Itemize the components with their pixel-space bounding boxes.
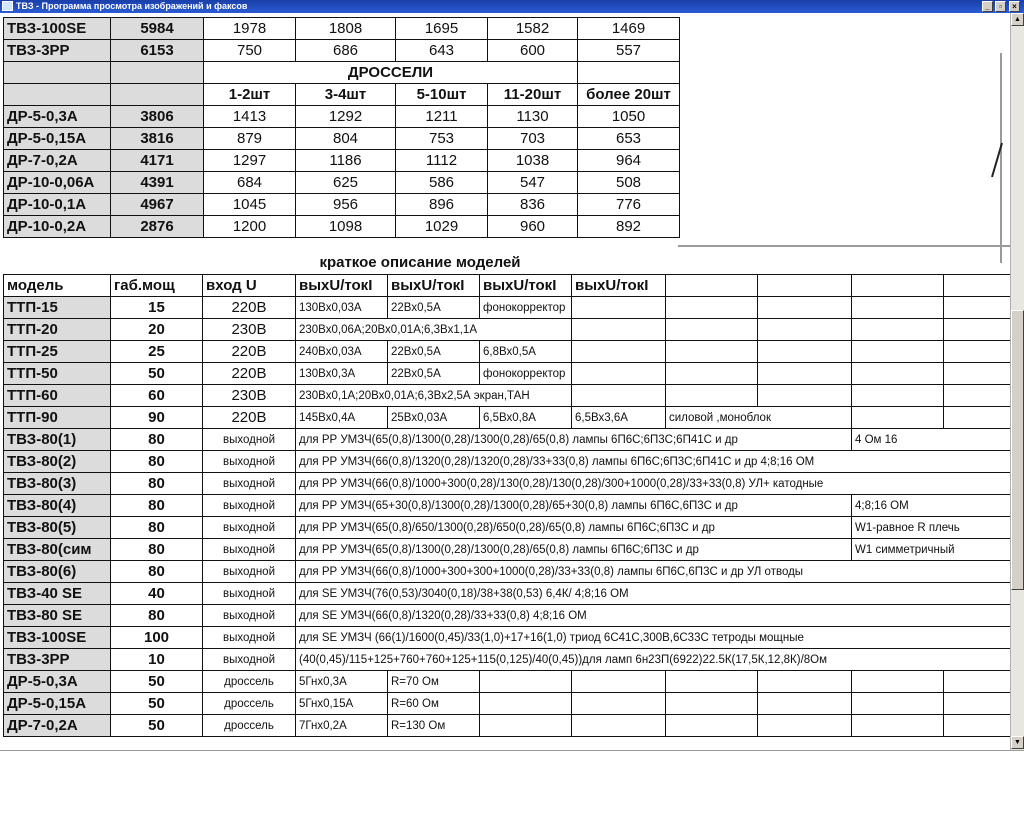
empty-cell (852, 671, 944, 693)
power-cell: 80 (111, 451, 203, 473)
model-cell: ТВЗ-80(5) (4, 517, 111, 539)
scroll-up-button[interactable]: ▲ (1011, 13, 1024, 26)
price-cell: 600 (488, 40, 578, 62)
model-cell: ТВЗ-80(4) (4, 495, 111, 517)
drossel-title: ДРОССЕЛИ (204, 62, 578, 84)
empty-cell (852, 385, 944, 407)
power-cell: 50 (111, 363, 203, 385)
input-cell: 230В (203, 319, 296, 341)
model-cell: ТВЗ-80(сим (4, 539, 111, 561)
note-cell: W1 симметричный (852, 539, 1011, 561)
empty-cell (4, 84, 111, 106)
price-table-body (4, 18, 680, 238)
description-table (3, 274, 1010, 737)
empty-cell (572, 319, 666, 341)
model-cell: ТТП-25 (4, 341, 111, 363)
spec-cell: 6,8Вх0,5А (480, 341, 572, 363)
price-cell: 653 (578, 128, 680, 150)
model-cell: ТТП-20 (4, 319, 111, 341)
empty-cell (852, 407, 944, 429)
inductance-cell: 7Гнх0,2А (296, 715, 388, 737)
price-cell: 4967 (111, 194, 204, 216)
model-cell: ДР-7-0,2А (4, 715, 111, 737)
power-cell: 25 (111, 341, 203, 363)
ttp-row (4, 341, 1011, 363)
tvz-row (4, 583, 1011, 605)
note-cell: W1-равное R плечь (852, 517, 1011, 539)
model-cell: ТТП-15 (4, 297, 111, 319)
price-row (4, 18, 680, 40)
model-cell: ТВЗ-80 SE (4, 605, 111, 627)
spec-cell: 130Вх0,3А (296, 363, 388, 385)
tvz-row (4, 495, 1011, 517)
ttp-row (4, 385, 1011, 407)
model-cell: ТВЗ-80(3) (4, 473, 111, 495)
model-cell: ТТП-50 (4, 363, 111, 385)
input-cell: выходной (203, 561, 296, 583)
input-cell: выходной (203, 451, 296, 473)
power-cell: 90 (111, 407, 203, 429)
empty-cell (666, 275, 758, 297)
tvz-row (4, 649, 1011, 671)
drossel-row (4, 128, 680, 150)
description-cell: для SE УМЗЧ(76(0,53)/3040(0,18)/38+38(0,53) 6,4К/ 4;8;16 ОМ (296, 583, 1011, 605)
description-cell: (40(0,45)/115+125+760+760+125+115(0,125)/40(0,45))для ламп 6н23П(6922)22.5К(17,5К,12,8К)/8Ом (296, 649, 1011, 671)
description-table-body (4, 275, 1011, 737)
empty-cell (572, 341, 666, 363)
price-cell: 892 (578, 216, 680, 238)
scroll-thumb[interactable] (1011, 310, 1024, 590)
price-cell: 896 (396, 194, 488, 216)
empty-cell (944, 715, 1011, 737)
tvz-row (4, 539, 1011, 561)
description-cell: для SE УМЗЧ (66(1)/1600(0,45)/33(1,0)+17+16(1,0) триод 6С41С,300В,6С33С тетроды мощные (296, 627, 1011, 649)
price-row (4, 40, 680, 62)
description-cell: для РР УМЗЧ(66(0,8)/1000+300+300+1000(0,28)/33+33(0,8) лампы 6П6С,6П3С и др УЛ отводы (296, 561, 1011, 583)
price-cell: 1112 (396, 150, 488, 172)
price-cell: 804 (296, 128, 396, 150)
price-cell: 2876 (111, 216, 204, 238)
minimize-button[interactable]: _ (982, 1, 993, 12)
price-cell: 836 (488, 194, 578, 216)
spec-cell: 230Вх0,06А;20Вх0,01А;6,3Вх1,1А (296, 319, 572, 341)
empty-cell (944, 407, 1011, 429)
note-cell: 4;8;16 ОМ (852, 495, 1011, 517)
column-header: модель (4, 275, 111, 297)
empty-cell (480, 671, 572, 693)
description-cell: для РР УМЗЧ(65(0,8)/1300(0,28)/1300(0,28)/65(0,8) лампы 6П6С;6П3С;6П41С и др (296, 429, 852, 451)
power-cell: 80 (111, 495, 203, 517)
price-cell: 750 (204, 40, 296, 62)
price-cell: 3806 (111, 106, 204, 128)
title-bar (0, 0, 1024, 13)
model-cell: ТВЗ-40 SE (4, 583, 111, 605)
price-cell: 1582 (488, 18, 578, 40)
spec-cell: силовой ,моноблок (666, 407, 852, 429)
model-cell: ДР-5-0,15А (4, 693, 111, 715)
drossel-desc-row (4, 715, 1011, 737)
empty-cell (944, 385, 1011, 407)
empty-cell (666, 693, 758, 715)
empty-cell (758, 363, 852, 385)
input-cell: 220В (203, 363, 296, 385)
empty-cell (578, 62, 680, 84)
drossel-title-row (4, 62, 680, 84)
ttp-row (4, 407, 1011, 429)
column-header: выхU/токI (388, 275, 480, 297)
model-cell: ДР-10-0,1А (4, 194, 111, 216)
empty-cell (666, 319, 758, 341)
model-cell: ТВЗ-3РР (4, 40, 111, 62)
description-title: краткое описание моделей (319, 254, 521, 271)
spec-cell: фонокорректор (480, 297, 572, 319)
description-cell: для РР УМЗЧ(65(0,8)/650/1300(0,28)/650(0,28)/65(0,8) лампы 6П6С;6П3С и др (296, 517, 852, 539)
price-cell: 1186 (296, 150, 396, 172)
column-header: выхU/токI (296, 275, 388, 297)
power-cell: 50 (111, 693, 203, 715)
price-cell: 1029 (396, 216, 488, 238)
qty-header: 1-2шт (204, 84, 296, 106)
description-cell: для SE УМЗЧ(66(0,8)/1320(0,28)/33+33(0,8) 4;8;16 ОМ (296, 605, 1011, 627)
price-cell: 643 (396, 40, 488, 62)
tvz-row (4, 627, 1011, 649)
price-cell: 1292 (296, 106, 396, 128)
empty-cell (666, 671, 758, 693)
note-cell: 4 Ом 16 (852, 429, 1011, 451)
ttp-row (4, 319, 1011, 341)
power-cell: 50 (111, 715, 203, 737)
price-cell: 1050 (578, 106, 680, 128)
model-cell: ДР-10-0,06А (4, 172, 111, 194)
qty-header: 11-20шт (488, 84, 578, 106)
model-cell: ДР-7-0,2А (4, 150, 111, 172)
input-cell: выходной (203, 605, 296, 627)
empty-cell (758, 319, 852, 341)
price-cell: 1038 (488, 150, 578, 172)
power-cell: 10 (111, 649, 203, 671)
price-cell: 1045 (204, 194, 296, 216)
close-button[interactable]: × (1009, 1, 1020, 12)
empty-cell (480, 715, 572, 737)
price-cell: 547 (488, 172, 578, 194)
empty-cell (666, 385, 758, 407)
input-cell: выходной (203, 649, 296, 671)
price-cell: 5984 (111, 18, 204, 40)
empty-cell (111, 84, 204, 106)
model-cell: ДР-5-0,3А (4, 106, 111, 128)
model-cell: ДР-5-0,15А (4, 128, 111, 150)
price-cell: 1469 (578, 18, 680, 40)
price-table (3, 17, 680, 238)
empty-cell (572, 671, 666, 693)
empty-cell (572, 385, 666, 407)
column-header: выхU/токI (480, 275, 572, 297)
tvz-row (4, 517, 1011, 539)
model-cell: ТВЗ-100SE (4, 627, 111, 649)
empty-cell (944, 297, 1011, 319)
empty-cell (666, 715, 758, 737)
price-cell: 557 (578, 40, 680, 62)
description-cell: для РР УМЗЧ(66(0,8)/1320(0,28)/1320(0,28)/33+33(0,8) лампы 6П6С;6П3С;6П41С и др 4;8;16 ОМ (296, 451, 1011, 473)
empty-cell (758, 275, 852, 297)
input-cell: дроссель (203, 671, 296, 693)
spec-cell: 22Вх0,5А (388, 341, 480, 363)
price-cell: 703 (488, 128, 578, 150)
input-cell: дроссель (203, 715, 296, 737)
input-cell: 220В (203, 341, 296, 363)
empty-cell (944, 363, 1011, 385)
price-cell: 1695 (396, 18, 488, 40)
drossel-desc-row (4, 671, 1011, 693)
resistance-cell: R=130 Ом (388, 715, 480, 737)
resistance-cell: R=60 Ом (388, 693, 480, 715)
power-cell: 80 (111, 605, 203, 627)
spec-cell: 25Вх0,03А (388, 407, 480, 429)
drossel-desc-row (4, 693, 1011, 715)
price-cell: 4391 (111, 172, 204, 194)
input-cell: выходной (203, 627, 296, 649)
price-cell: 1808 (296, 18, 396, 40)
description-cell: для РР УМЗЧ(66(0,8)/1000+300(0,28)/130(0,28)/130(0,28)/300+1000(0,28)/33+33(0,8) УЛ+ катодные (296, 473, 1011, 495)
spec-cell: 6,5Вх3,6А (572, 407, 666, 429)
input-cell: выходной (203, 495, 296, 517)
column-header: выхU/токI (572, 275, 666, 297)
price-cell: 956 (296, 194, 396, 216)
power-cell: 80 (111, 517, 203, 539)
empty-cell (944, 341, 1011, 363)
price-cell: 1211 (396, 106, 488, 128)
drossel-row (4, 150, 680, 172)
empty-cell (758, 671, 852, 693)
price-cell: 1297 (204, 150, 296, 172)
power-cell: 80 (111, 561, 203, 583)
empty-cell (666, 341, 758, 363)
empty-cell (852, 275, 944, 297)
input-cell: выходной (203, 473, 296, 495)
empty-cell (4, 62, 111, 84)
input-cell: выходной (203, 583, 296, 605)
model-cell: ТВЗ-80(1) (4, 429, 111, 451)
input-cell: 220В (203, 407, 296, 429)
price-cell: 586 (396, 172, 488, 194)
power-cell: 50 (111, 671, 203, 693)
spec-cell: 22Вх0,5А (388, 363, 480, 385)
price-cell: 625 (296, 172, 396, 194)
tvz-row (4, 473, 1011, 495)
ttp-row (4, 363, 1011, 385)
empty-cell (944, 275, 1011, 297)
price-cell: 964 (578, 150, 680, 172)
spec-cell: 240Вх0,03А (296, 341, 388, 363)
empty-cell (572, 715, 666, 737)
empty-cell (111, 62, 204, 84)
spec-cell: 130Вх0,03А (296, 297, 388, 319)
tvz-row (4, 561, 1011, 583)
model-cell: ТВЗ-3РР (4, 649, 111, 671)
spec-cell: 230Вх0,1А;20Вх0,01А;6,3Вх2,5А экран,ТАН (296, 385, 572, 407)
empty-cell (572, 363, 666, 385)
scan-edge-line (678, 245, 1010, 247)
model-cell: ТТП-90 (4, 407, 111, 429)
input-cell: 220В (203, 297, 296, 319)
price-cell: 753 (396, 128, 488, 150)
empty-cell (852, 715, 944, 737)
description-header-row (4, 275, 1011, 297)
column-header: габ.мощ (111, 275, 203, 297)
price-cell: 960 (488, 216, 578, 238)
price-cell: 1978 (204, 18, 296, 40)
bottom-border (0, 750, 1024, 762)
empty-cell (852, 341, 944, 363)
power-cell: 20 (111, 319, 203, 341)
price-cell: 776 (578, 194, 680, 216)
qty-header: 3-4шт (296, 84, 396, 106)
power-cell: 80 (111, 429, 203, 451)
power-cell: 40 (111, 583, 203, 605)
price-cell: 6153 (111, 40, 204, 62)
empty-cell (758, 385, 852, 407)
spec-cell: 22Вх0,5А (388, 297, 480, 319)
qty-header-row (4, 84, 680, 106)
drossel-row (4, 106, 680, 128)
empty-cell (666, 363, 758, 385)
vertical-scrollbar[interactable] (1010, 13, 1024, 750)
input-cell: 230В (203, 385, 296, 407)
inductance-cell: 5Гнх0,3А (296, 671, 388, 693)
model-cell: ТТП-60 (4, 385, 111, 407)
spec-cell: 6,5Вх0,8А (480, 407, 572, 429)
model-cell: ТВЗ-80(6) (4, 561, 111, 583)
window-title: ТВЗ - Программа просмотра изображений и факсов (16, 1, 248, 11)
model-cell: ДР-5-0,3А (4, 671, 111, 693)
tvz-row (4, 429, 1011, 451)
document-view (0, 13, 1010, 750)
price-cell: 3816 (111, 128, 204, 150)
input-cell: выходной (203, 429, 296, 451)
description-cell: для РР УМЗЧ(65+30(0,8)/1300(0,28)/1300(0,28)/65+30(0,8) лампы 6П6С,6П3С и др (296, 495, 852, 517)
spec-cell: 145Вх0,4А (296, 407, 388, 429)
qty-header: более 20шт (578, 84, 680, 106)
price-cell: 686 (296, 40, 396, 62)
empty-cell (852, 693, 944, 715)
empty-cell (944, 671, 1011, 693)
power-cell: 60 (111, 385, 203, 407)
model-cell: ДР-10-0,2А (4, 216, 111, 238)
price-cell: 1413 (204, 106, 296, 128)
resistance-cell: R=70 Ом (388, 671, 480, 693)
empty-cell (666, 297, 758, 319)
power-cell: 80 (111, 539, 203, 561)
empty-cell (480, 693, 572, 715)
input-cell: выходной (203, 517, 296, 539)
model-cell: ТВЗ-100SE (4, 18, 111, 40)
input-cell: дроссель (203, 693, 296, 715)
drossel-row (4, 216, 680, 238)
qty-header: 5-10шт (396, 84, 488, 106)
empty-cell (944, 319, 1011, 341)
inductance-cell: 5Гнх0,15А (296, 693, 388, 715)
price-cell: 879 (204, 128, 296, 150)
pen-mark-icon (990, 141, 1004, 179)
column-header: вход U (203, 275, 296, 297)
model-cell: ТВЗ-80(2) (4, 451, 111, 473)
scroll-down-button[interactable]: ▼ (1011, 736, 1024, 749)
empty-cell (572, 297, 666, 319)
empty-cell (758, 297, 852, 319)
empty-cell (758, 715, 852, 737)
empty-cell (758, 693, 852, 715)
price-cell: 1098 (296, 216, 396, 238)
empty-cell (572, 693, 666, 715)
maximize-button[interactable]: ▫ (995, 1, 1006, 12)
price-cell: 1200 (204, 216, 296, 238)
tvz-row (4, 451, 1011, 473)
drossel-row (4, 194, 680, 216)
price-cell: 1130 (488, 106, 578, 128)
power-cell: 15 (111, 297, 203, 319)
drossel-row (4, 172, 680, 194)
empty-cell (944, 693, 1011, 715)
tvz-row (4, 605, 1011, 627)
ttp-row (4, 297, 1011, 319)
power-cell: 100 (111, 627, 203, 649)
description-cell: для РР УМЗЧ(65(0,8)/1300(0,28)/1300(0,28)/65(0,8) лампы 6П6С;6П3С и др (296, 539, 852, 561)
price-cell: 508 (578, 172, 680, 194)
app-icon (2, 1, 13, 11)
price-cell: 684 (204, 172, 296, 194)
empty-cell (758, 341, 852, 363)
input-cell: выходной (203, 539, 296, 561)
spec-cell: фонокорректор (480, 363, 572, 385)
empty-cell (852, 319, 944, 341)
empty-cell (852, 363, 944, 385)
empty-cell (852, 297, 944, 319)
price-cell: 4171 (111, 150, 204, 172)
power-cell: 80 (111, 473, 203, 495)
